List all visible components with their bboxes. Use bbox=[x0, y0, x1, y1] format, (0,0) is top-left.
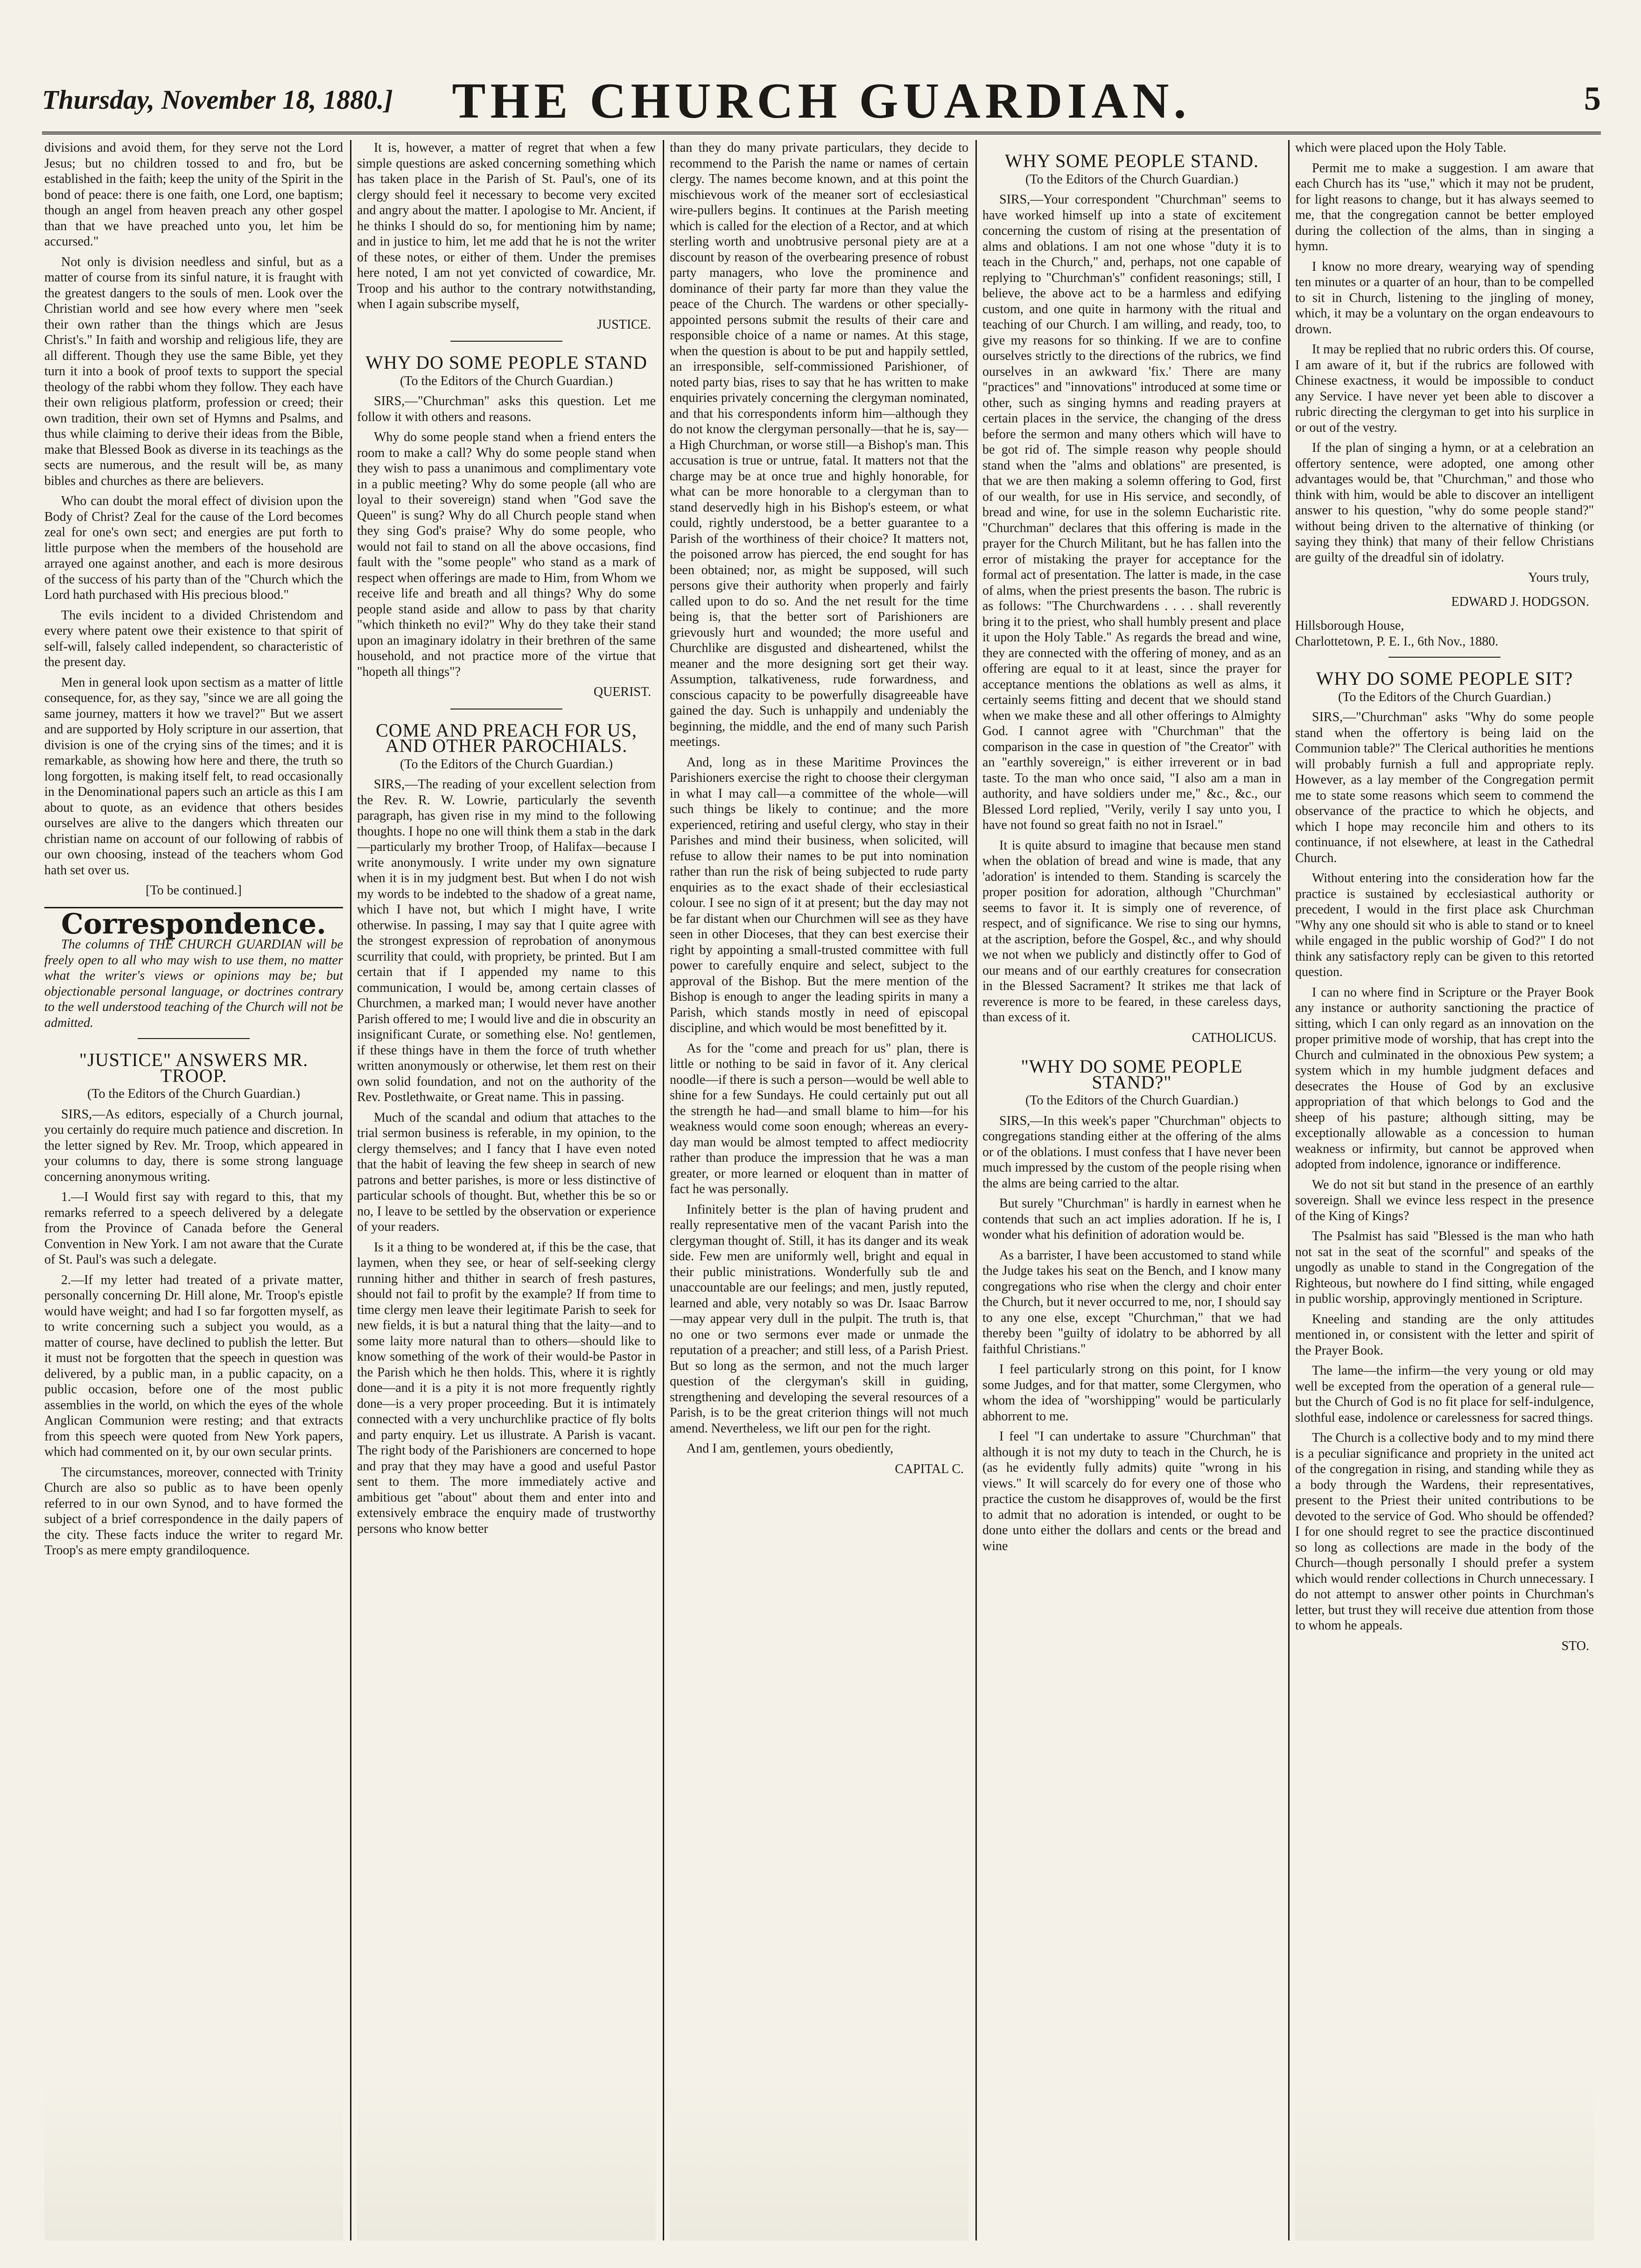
letter-paragraph: If the plan of singing a hymn, or at a celebration an offertory sentence, were adopted, one among other advantages would be, that "Churchman," and those who think with him, would be able to discover an intelligent answer to his question, "why do some people stand?" without being driven to the alternative of thinking (or saying they think) that many of their fellow Christians are guilty of the dreadful sin of idolatry. bbox=[1295, 441, 1594, 565]
letter-paragraph: We do not sit but stand in the presence of an earthly sovereign. Shall we evince less respect in the presence of the King of Kings? bbox=[1295, 1177, 1594, 1223]
letter-paragraph: I can no where find in Scripture or the Prayer Book any instance or authority sanctioning the practice of sitting, which I can only regard as an innovation on the proper primitive mode of worship, that has crept into the Church and culminated in the obnoxious Pew system; a system which in my humble judgment defaces and desecrates the House of God by an exclusive appropriation of that which belongs to God and the sheep of his pasture; although sitting, may be exceptionally allowable as a concession to human weakness or infirmity, but cannot be approved when adopted from indolence, ignorance or indifference. bbox=[1295, 985, 1594, 1172]
letter-paragraph: Kneeling and standing are the only attitudes mentioned in, or consistent with the letter and spirit of the Prayer Book. bbox=[1295, 1312, 1594, 1358]
letter-heading: WHY SOME PEOPLE STAND. bbox=[1005, 150, 1259, 171]
masthead-rule bbox=[42, 132, 1601, 134]
letter-paragraph: SIRS,—Your correspondent "Churchman" seems to have worked himself up into a state of excitement concerning the custom of rising at the presentation of alms and oblations. I am not one whose "duty it is to teach in the Church," and, perhaps, not one capable of replying to "Churchman's" confident reasonings; still, I believe, the above act to be a harmless and edifying custom, and one quite in harmony with the ritual and teaching of our Church. I am willing, and ready, too, to give my reasons for so thinking. If we are to confine ourselves strictly to the directions of the rubrics, we find ourselves in an awkward 'fix.' There are many "practices" and "innovations" introduced at some time or other, such as singing hymns and reading prayers at certain places in the service, the changing of the dress before the sermon and many others which will have to be got rid of. The simple reason why people should stand when the "alms and oblations" are presented, is that we are then making a solemn offering to God, first of our wealth, for use in His service, and secondly, of bread and wine, for use in the solemn Eucharistic rite. "Churchman" declares that this offering is made in the prayer for the Church Militant, but he has fallen into the error of mistaking the prayer for acceptance for the formal act of presentation. The latter is made, in the case of alms, when the priest presents the bason. The rubric is as follows: "The Churchwardens . . . . shall reverently bring it to the priest, who shall humbly present and place it upon the Holy Table." As regards the bread and wine, they are connected with the offering of money, and as an offering are equal to it at least, since the prayer for acceptance mentions the oblations as well as alms, it certainly seems fitting and decent that we should stand when we make these and all other offerings to Almighty God. I cannot agree with "Churchman" that the comparison in the case in question of "the Creator" with an "earthly sovereign," is either irreverent or in bad taste. To the man who once said, "I also am a man in authority, and have soldiers under me," &c., &c., our Blessed Lord replied, "Verily, verily I say unto you, I have not found so great faith no not in Israel." bbox=[982, 192, 1281, 832]
separator bbox=[450, 341, 562, 342]
column-4 bbox=[1295, 140, 1594, 2240]
article-paragraph: The evils incident to a divided Christendom and every where patent owe their existence to that spirit of self-will, falsely called independent, so characteristic of the present day. bbox=[44, 608, 343, 669]
masthead bbox=[42, 70, 1601, 131]
letter-paragraph: SIRS,—As editors, especially of a Church journal, you certainly do require much patience and discretion. In the letter signed by Rev. Mr. Troop, which appeared in your columns to day, there is some strong language concerning anonymous writing. bbox=[44, 1107, 343, 1184]
letter-signature: CAPITAL C. bbox=[895, 1461, 964, 1476]
letter-paragraph: 2.—If my letter had treated of a private matter, personally concerning Dr. Hill alone, Mr. Troop's epistle would have weight; and had I so far forgotten myself, as to write concerning such a subject you would, as a matter of course, have declined to publish the letter. But it must not be forgotten that the speech in question was delivered, by a public man, in a public capacity, on a public occasion, before one of the most public assemblies in the world, on which the eyes of the whole Anglican Communion were resting; and that extracts from this speech were quoted from New York papers, which had commented on it, by our own secular prints. bbox=[44, 1272, 343, 1459]
letter-signature: EDWARD J. HODGSON. bbox=[1451, 594, 1589, 609]
article-paragraph: Men in general look upon sectism as a matter of little consequence, for, as they say, "since we are all going the same journey, matters it how we travel?" But we assert and are supported by Holy scripture in our assertion, that division is one of the crying sins of the times; and it is remarkable, as showing how here and there, the truth so long forgotten, is making itself felt, to read occasionally in the Denominational papers such an article as this I am about to quote, as an evidence that others besides ourselves are alive to the dangers which threaten our christian name on account of our following of rabbis of our own choosing, instead of the teachers whom God hath set over us. bbox=[44, 675, 343, 878]
letter-heading: WHY DO SOME PEOPLE STAND bbox=[365, 352, 647, 373]
letter-signature: STO. bbox=[1561, 1638, 1589, 1653]
letter-heading: "JUSTICE" ANSWERS MR. TROOP. bbox=[79, 1049, 309, 1086]
letter-addressee: (To the Editors of the Church Guardian.) bbox=[1025, 172, 1239, 187]
letter-paragraph: than they do many private particulars, they decide to recommend to the Parish the name or names of certain clergy. The names become known, and at this point the mischievous work of the meaner sort of ecclesiastical wire-pullers begins. It continues at the Parish meeting which is called for the election of a Rector, and at which sterling worth and unobtrusive personal piety are at a discount by reason of the overbearing presence of robust party managers, who love the prominence and dominance of their party far more than they value the peace of the Church. The wardens or other specially-appointed persons submit the results of their care and responsible choice of a name or names. At this stage, when the question is about to be put and happily settled, an irresponsible, self-commissioned Parishioner, of noted party bias, rises to say that he has written to make enquiries privately concerning the clergyman nominated, and that his correspondents inform him—although they do not know the clergyman personally—that he is, say—a High Churchman, or worse still—a Bishop's man. This accusation is true or untrue, fatal. It matters not that the charge may be at once true and highly honorable, for what can be more honorable to a clergyman than to stand deservedly high in his Bishop's esteem, or what could, rightly understood, be a better guarantee to a Parish of the worthiness of their choice? It matters not, the poisoned arrow has pierced, the end sought for has been obtained; nor, as might be supposed, will such persons give their authority when properly and fairly called upon to do so. And the net result for the time being is, that the better sort of Parishioners are grievously hurt and wounded; the more useful and Churchlike are disgusted and disheartened, whilst the meaner and the more designing sort get their way. Assumption, talkativeness, rude forwardness, and conscious capacity to be powerfully disagreeable have gained the day. Such is unhappily and undeniably the beginning, the middle, and the end of many such Parish meetings. bbox=[670, 140, 968, 749]
letter-signature: CATHOLICUS. bbox=[1192, 1030, 1276, 1045]
letter-closing: Yours truly, bbox=[1528, 570, 1589, 585]
page-fold-shadow bbox=[1295, 2082, 1594, 2240]
column-divider bbox=[350, 140, 351, 2240]
letter-paragraph: As for the "come and preach for us" plan, there is little or nothing to be said in favor of it. Any clerical noodle—if there is such a person—would be well able to shine for a few Sundays. He could certainly put out all the strength he had—and small blame to him—for his weakness would come soon enough; whereas an every-day man would be almost tempted to affect mediocrity rather than produce the impression that he was a man greater, or more learned or eloquent than in matter of fact he was personally. bbox=[670, 1041, 968, 1196]
letter-paragraph: It may be replied that no rubric orders this. Of course, I am aware of it, but if the rubrics are followed with Chinese exactness, it would be impossible to conduct any Service. I have never yet been able to discover a rubric directing the clergyman to get into his surplice in or out of the vestry. bbox=[1295, 342, 1594, 435]
column-divider bbox=[1288, 140, 1290, 2240]
page-number: 5 bbox=[1584, 80, 1601, 117]
letter-addressee: (To the Editors of the Church Guardian.) bbox=[1025, 1093, 1239, 1108]
newspaper-title: THE CHURCH GUARDIAN. bbox=[452, 73, 1191, 129]
page-fold-shadow bbox=[357, 2082, 656, 2240]
continued-note: [To be continued.] bbox=[146, 883, 242, 898]
letter-paragraph: I feel particularly strong on this point, for I know some Judges, and for that matter, some Clergymen, who whom the idea of "worshipping" would be particularly abhorrent to me. bbox=[982, 1362, 1281, 1424]
letter-addressee: (To the Editors of the Church Guardian.) bbox=[87, 1087, 301, 1101]
letter-paragraph: SIRS,—The reading of your excellent selection from the Rev. R. W. Lowrie, particularly the seventh paragraph, has given rise in my mind to the following thoughts. I hope no one will think them a stab in the dark—particularly my brother Troop, of Halifax—because I write anonymously. I write under my own signature when it is in my judgment best. But when I do not wish my words to be indebted to the shadow of a great name, which I have not, but which I might have, I write otherwise. In passing, I may say that I quite agree with the strongest expression of reprobation of anonymous scurrility that could, with propriety, be printed. But I am certain that if I appended my name to this communication, I would be, among certain classes of Churchmen, a marked man; I would never have another Parish offered to me; I would live and die in obscurity an insignificant Curate, or something else. No! gentlemen, if these things have in them the force of truth whether written anonymously or otherwise, let them rest on their own solid foundation, and not on the authority of the Rev. Postlethwaite, or Great name. This in passing. bbox=[357, 777, 656, 1104]
letter-paragraph: As a barrister, I have been accustomed to stand while the Judge takes his seat on the Bench, and I know many congregations who rise when the clergy and choir enter the Church, but it never occurred to me, nor, I should say to any one else, except "Churchman," that we had thereby been "guilty of idolatry to be abhorred by all faithful Christians." bbox=[982, 1248, 1281, 1356]
column-3 bbox=[670, 140, 968, 2240]
letter-address: Charlottetown, P. E. I., 6th Nov., 1880. bbox=[1295, 634, 1499, 649]
letter-paragraph: SIRS,—"Churchman" asks this question. Let me follow it with others and reasons. bbox=[357, 394, 656, 424]
letter-paragraph: Much of the scandal and odium that attaches to the trial sermon business is referable, in my opinion, to the clergy themselves; and I fancy that I have even noted that the habit of leaving the few sheep in search of new patrons and better parishes, is more or less distinctive of particular schools of thought. But, whether this be so or no, I leave to be settled by the observation or experience of your readers. bbox=[357, 1110, 656, 1234]
letter-paragraph: SIRS,—In this week's paper "Churchman" objects to congregations standing either at the offering of the alms or of the oblations. I must confess that I have never been much impressed by the custom of the people rising when the alms are being carried to the altar. bbox=[982, 1113, 1281, 1191]
letter-paragraph: The Psalmist has said "Blessed is the man who hath not sat in the seat of the scornful" and speaks of the ungodly as unable to stand in the Congregation of the Righteous, but nowhere do I find sitting, while engaged in public worship, approvingly mentioned in Scripture. bbox=[1295, 1229, 1594, 1306]
article-paragraph: Who can doubt the moral effect of division upon the Body of Christ? Zeal for the cause of the Lord becomes zeal for one's own sect; and energies are put forth to little purpose when the members of the household are arrayed one against another, and each is more desirous of the success of his party than of the "Church which the Lord hath purchased with His precious blood." bbox=[44, 494, 343, 602]
letter-signature: JUSTICE. bbox=[597, 317, 651, 332]
letter-paragraph: And, long as in these Maritime Provinces the Parishioners exercise the right to choose their clergyman in what I may call—a committee of the whole—will such things be likely to continue; and the more experienced, retiring and useful clergy, who stay in their Parishes and mind their business, when solicited, will refuse to allow their names to be put into nomination rather than run the risk of being subjected to rude party enquiries as to the exact shade of their ecclesiastical colour. I see no sign of it at present; but the day may not be far distant when our Churchmen will see as they have seen in other Dioceses, that they can best exercise their right by appointing a small-trusted committee with full power to carefully enquire and select, subject to the approval of the Bishop. But the mere mention of the Bishop is enough to anger the leading spirits in many a Parish, which stands mostly in need of episcopal discipline, and which would be most benefitted by it. bbox=[670, 755, 968, 1035]
letter-paragraph: which were placed upon the Holy Table. bbox=[1295, 140, 1507, 155]
letter-address: Hillsborough House, bbox=[1295, 618, 1404, 633]
letter-paragraph: I feel "I can undertake to assure "Churchman" that although it is not my duty to teach in the Church, he is (as he evidently fully admits) quite "wrong in his views." It will scarcely do for every one of those who practice the custom he disapproves of, would be the first to admit that no adoration is intended, or ought to be done unto either the dollars and cents or the bread and wine bbox=[982, 1429, 1281, 1553]
article-paragraph: Not only is division needless and sinful, but as a matter of course from its sinful nature, it is fraught with the greatest dangers to the souls of men. Look over the Christian world and see how every where men "seek their own rather than the things which are Jesus Christ's." In faith and worship and religious life, they are all different. Though they use the same Bible, yet they turn it into a book of proof texts to support the special theology of the rabbi whom they follow. They each have their own religious platform, profession or creed; their own tradition, their own set of Hymns and Psalms, and thus while claiming to derive their ideas from the Bible, make that Blessed Book as diverse in its teachings as the sects are numerous, and the result will be, as many bibles and churches as there are believers. bbox=[44, 254, 343, 488]
page-fold-shadow bbox=[44, 2082, 343, 2240]
letter-heading: "WHY DO SOME PEOPLE STAND?" bbox=[1021, 1056, 1243, 1093]
separator bbox=[1389, 657, 1501, 658]
letter-paragraph: Permit me to make a suggestion. I am aware that each Church has its "use," which it may not be prudent, for light reasons to change, but it has always seemed to me, that the congregation cannot be better employed during the collection of the alms, than in singing a hymn. bbox=[1295, 161, 1594, 253]
letter-paragraph: The lame—the infirm—the very young or old may well be excepted from the operation of a general rule—but the Church of God is no fit place for self-indulgence, slothful ease, indolence or carelessness for sacred things. bbox=[1295, 1363, 1594, 1425]
letter-addressee: (To the Editors of the Church Guardian.) bbox=[400, 373, 613, 388]
letter-paragraph: SIRS,—"Churchman" asks "Why do some people stand when the offertory is being laid on the Communion table?" The Clerical authorities he mentions will probably furnish a full and appropriate reply. However, as a lay member of the Congregation permit me to state some reasons which seem to commend the observance of the practice to which he objects, and which I hope may reconcile him and others to its continuance, if not elsewhere, at least in the Cathedral Church. bbox=[1295, 710, 1594, 865]
letter-signature: QUERIST. bbox=[593, 685, 651, 699]
letter-paragraph: Why do some people stand when a friend enters the room to make a call? Why do some people stand when they wish to pass a unanimous and complimentary vote in a public meeting? Why do some people (all who are loyal to their sovereign) stand when "God save the Queen" is sung? Why do all Church people stand when they sing God's praise? Why do some people, who would not fail to stand on all the above occasions, find fault with the "some people" who stand as a mark of respect when offerings are made to Him, from Whom we receive life and breath and all things? Why do some people stand aside and allow to pass by that charity "which thinketh no evil?" Why do they take their stand upon an imaginary idolatry in their brethren of the same household, and not practice more of the virtue that "hopeth all things"? bbox=[357, 430, 656, 679]
letter-heading: COME AND PREACH FOR US, AND OTHER PAROCHIALS. bbox=[376, 719, 637, 756]
letter-paragraph: I know no more dreary, wearying way of spending ten minutes or a quarter of an hour, than to be compelled to sit in Church, listening to the jingling of money, which, it may be a voluntary on the organ endeavours to drown. bbox=[1295, 259, 1594, 337]
letter-paragraph: The Church is a collective body and to my mind there is a peculiar significance and propriety in the united act of the congregation in rising, and standing while they as a body through the Wardens, their representatives, present to the Priest their united contributions to be devoted to the service of God. Who should be offended? I for one should regret to see the practice discontinued so long as collections are made in the body of the Church—though personally I should prefer a system which would render collections in Church unnecessary. I do not attempt to answer other points in Churchman's letter, but trust they will receive due attention from those to whom he appeals. bbox=[1295, 1431, 1594, 1633]
column-divider bbox=[975, 140, 977, 2240]
letter-paragraph: Infinitely better is the plan of having prudent and really representative men of the vacant Parish into the clergyman thought of. Still, it has its danger and its weak side. Few men are uniformly well, bright and equal in their public ministrations. Wonderfully sub tle and unaccountable are our feelings; and men, justly reputed, learned and able, very notably so was Dr. Isaac Barrow—may appear very dull in the pulpit. The truth is, that no one or two sermons ever made or unmade the reputation of a preacher; and still less, of a Parish Priest. But so long as the sermon, and not the much larger question of the clergyman's skill in guiding, strengthening and developing the several resources of a Parish, is to be the great criterion things will not much amend. Nevertheless, we lift our pen for the right. bbox=[670, 1202, 968, 1436]
letter-paragraph: It is quite absurd to imagine that because men stand when the oblation of bread and wine is made, that any 'adoration' is intended to them. Standing is scarcely the proper position for adoration, although "Churchman" seems to favor it. It is simply one of reverence, of respect, and of significance. We rise to sing our hymns, at the ascription, before the Gospel, &c., and why should we not when we publicly and distinctly offer to God of our means and of our earthly creatures for consecration in the Blessed Sacrament? It strikes me that lack of reverence is more to be feared, in these careless days, than excess of it. bbox=[982, 838, 1281, 1025]
article-paragraph: divisions and avoid them, for they serve not the Lord Jesus; but no children tossed to and fro, but be established in the faith; keep the unity of the Spirit in the bond of peace: there is one faith, one Lord, one baptism; though an angel from heaven preach any other gospel than that we have preached unto you, let him be accursed." bbox=[44, 140, 343, 249]
column-2 bbox=[357, 140, 656, 2240]
letter-heading: WHY DO SOME PEOPLE SIT? bbox=[1316, 668, 1573, 689]
letter-paragraph: 1.—I Would first say with regard to this, that my remarks referred to a speech delivered by a delegate from the Province of Canada before the General Convention in New York. I am not aware that the Curate of St. Paul's was such a delegate. bbox=[44, 1190, 343, 1267]
separator bbox=[138, 1038, 250, 1039]
issue-date: Thursday, November 18, 1880.] bbox=[42, 84, 393, 115]
letter-paragraph: And I am, gentlemen, yours obediently, bbox=[687, 1441, 893, 1456]
correspondence-heading: Correspondence. bbox=[61, 907, 326, 941]
letter-paragraph: Is it a thing to be wondered at, if this be the case, that laymen, when they see, or hear of self-seeking clergy running hither and thither in search of fresh pastures, should not fail to profit by the example? If from time to time clergy men leave their legitimate Parish to seek for new fields, it is but a natural thing that the laity—and to some laity more natural than to others—should like to know something of the work of their would-be Pastor in the Parish which he then holds. This, where it is rightly done—and it is a pity it is not more frequently rightly done—is a very proper proceeding. But it is intimately connected with a very unchurchlike practice of fly bolts and party enquiry. Let us illustrate. A Parish is vacant. The right body of the Parishioners are concerned to hope and pray that they may have a good and useful Pastor sent to them. The more immediately active and ambitious get "about" about them and enter into and extensively embrace the enquiry made of trustworthy persons who know better bbox=[357, 1240, 656, 1536]
letter-addressee: (To the Editors of the Church Guardian.) bbox=[1338, 689, 1551, 704]
page-fold-shadow bbox=[670, 2082, 968, 2240]
letter-addressee: (To the Editors of the Church Guardian.) bbox=[400, 757, 613, 772]
column-divider bbox=[663, 140, 664, 2240]
letter-paragraph: Without entering into the consideration how far the practice is sustained by ecclesiastical authority or precedent, I would in the first place ask Churchman "Why any one should sit who is able to stand or to kneel while engaged in the public worship of God?" I do not think any satisfactory reply can be given to this retorted question. bbox=[1295, 871, 1594, 979]
editorial-notice: The columns of THE CHURCH GUARDIAN will be freely open to all who may wish to use them, no matter what the writer's views or opinions may be; but objectionable personal language, or doctrines contrary to the well understood teaching of the Church will not be admitted. bbox=[44, 937, 343, 1030]
letter-paragraph: It is, however, a matter of regret that when a few simple questions are asked concerning something which has taken place in the Parish of St. Paul's, one of its clergy should feel it necessary to become very excited and angry about the matter. I apologise to Mr. Ancient, if he thinks I should do so, for mentioning him by name; and in justice to him, let me add that he is not the writer of these notes, or either of them. Under the premises here noted, I am not yet convicted of cowardice, Mr. Troop and his author to the contrary notwithstanding, when I again subscribe myself, bbox=[357, 140, 656, 311]
column-1 bbox=[44, 140, 343, 2240]
column-3b bbox=[982, 140, 1281, 2240]
letter-paragraph: But surely "Churchman" is hardly in earnest when he contends that such an act implies adoration. If he is, I wonder what his definition of adoration would be. bbox=[982, 1196, 1281, 1242]
letter-paragraph: The circumstances, moreover, connected with Trinity Church are also so public as to have been openly referred to in our own Synod, and to have formed the subject of a brief correspondence in the daily papers of the city. These facts induce the writer to regard Mr. Troop's as mere empty grandiloquence. bbox=[44, 1465, 343, 1558]
